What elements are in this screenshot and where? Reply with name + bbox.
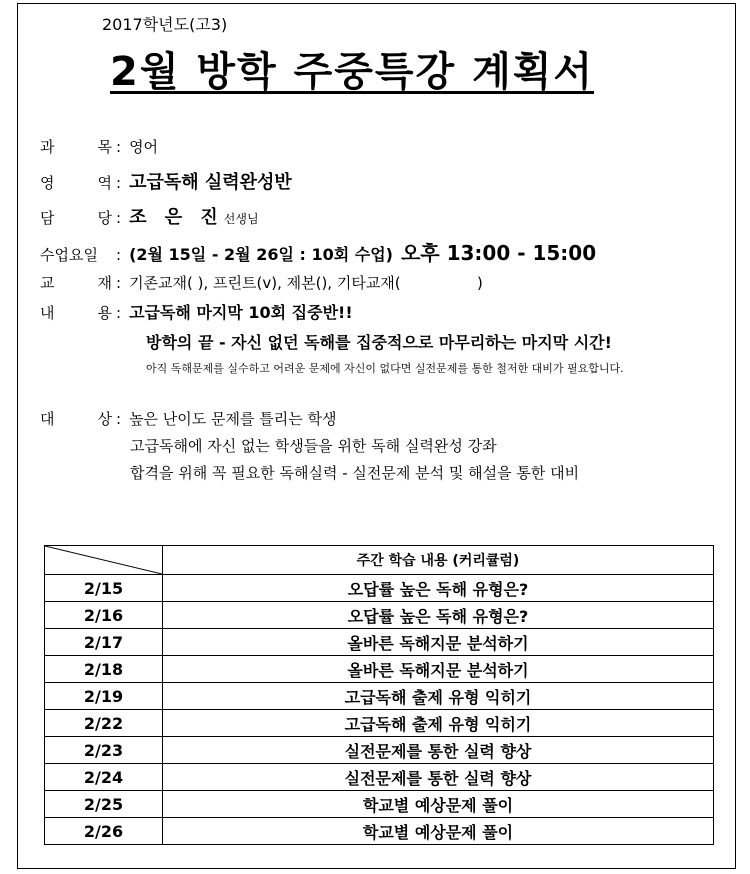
table-row [45, 791, 714, 818]
target-row: 대 상 : 높은 난이도 문제를 틀리는 학생 [40, 410, 337, 428]
row-content: 고급독해 출제 유형 익히기 [163, 683, 714, 710]
content-label: 내 용 [40, 304, 112, 322]
schedule-row: 수업요일 : (2월 15일 - 2월 26일 : 10회 수업) 오후 13:00 - 15:00 [40, 237, 596, 266]
target-label: 대 상 [40, 410, 112, 428]
subject-value: 영어 [129, 138, 159, 156]
diagonal-header-cell [45, 546, 163, 575]
schedule-time: 오후 13:00 - 15:00 [400, 241, 597, 265]
table-row [45, 737, 714, 764]
subject-row: 과 목 : 영어 [40, 138, 159, 156]
teacher-label: 담 당 [40, 209, 112, 227]
materials-row: 교 재 : 기존교재( ), 프린트(v), 제본(), 기타교재( ) [40, 274, 483, 292]
row-content: 학교별 예상문제 풀이 [163, 818, 714, 845]
row-date: 2/19 [45, 683, 163, 710]
diagonal-line [45, 546, 162, 574]
row-date: 2/22 [45, 710, 163, 737]
content-row: 내 용 : 고급독해 마지막 10회 집중반!! [40, 300, 353, 323]
area-value: 고급독해 실력완성반 [129, 172, 292, 193]
row-content: 오답률 높은 독해 유형은? [163, 575, 714, 602]
curriculum-header-row [45, 546, 714, 575]
table-row [45, 683, 714, 710]
row-date: 2/16 [45, 602, 163, 629]
row-date: 2/26 [45, 818, 163, 845]
materials-label: 교 재 [40, 274, 112, 292]
row-content: 실전문제를 통한 실력 향상 [163, 737, 714, 764]
area-row: 영 역 : 고급독해 실력완성반 [40, 168, 292, 194]
content-line-3: 아직 독해문제를 실수하고 어려운 문제에 자신이 없다면 실전문제를 통한 철저한 대비가 필요합니다. [146, 362, 624, 375]
target-line-1: 높은 난이도 문제를 틀리는 학생 [129, 410, 337, 428]
row-date: 2/17 [45, 629, 163, 656]
curriculum-table [44, 545, 714, 845]
schedule-label: 수업요일 [40, 246, 98, 264]
table-row [45, 575, 714, 602]
row-content: 올바른 독해지문 분석하기 [163, 656, 714, 683]
page-title: 2월 방학 주중특강 계획서 [110, 49, 595, 95]
schedule-dates: (2월 15일 - 2월 26일 : 10회 수업) [129, 245, 393, 264]
teacher-name: 조 은 진 [129, 207, 224, 228]
row-date: 2/24 [45, 764, 163, 791]
area-label: 영 역 [40, 174, 112, 192]
target-line-3: 합격을 위해 꼭 필요한 독해실력 - 실전문제 분석 및 해설을 통한 대비 [130, 464, 580, 482]
row-date: 2/18 [45, 656, 163, 683]
row-date: 2/25 [45, 791, 163, 818]
materials-value: 기존교재( ), 프린트(v), 제본(), 기타교재( ) [129, 274, 483, 292]
row-content: 실전문제를 통한 실력 향상 [163, 764, 714, 791]
row-content: 고급독해 출제 유형 익히기 [163, 710, 714, 737]
content-line-2: 방학의 끝 - 자신 없던 독해를 집중적으로 마무리하는 마지막 시간! [146, 333, 612, 352]
teacher-row: 담 당 : 조 은 진 선생님 [40, 203, 259, 229]
table-row [45, 602, 714, 629]
table-row [45, 656, 714, 683]
table-row [45, 764, 714, 791]
teacher-suffix: 선생님 [223, 212, 259, 226]
row-date: 2/23 [45, 737, 163, 764]
curriculum-header: 주간 학습 내용 (커리큘럼) [163, 546, 714, 575]
table-row [45, 710, 714, 737]
row-content: 올바른 독해지문 분석하기 [163, 629, 714, 656]
row-content: 학교별 예상문제 풀이 [163, 791, 714, 818]
row-content: 오답률 높은 독해 유형은? [163, 602, 714, 629]
content-line-1: 고급독해 마지막 10회 집중반!! [129, 303, 353, 322]
table-row [45, 629, 714, 656]
table-row [45, 818, 714, 845]
subject-label: 과 목 [40, 138, 112, 156]
target-line-2: 고급독해에 자신 없는 학생들을 위한 독해 실력완성 강좌 [130, 437, 497, 455]
row-date: 2/15 [45, 575, 163, 602]
school-year: 2017학년도(고3) [102, 15, 228, 34]
